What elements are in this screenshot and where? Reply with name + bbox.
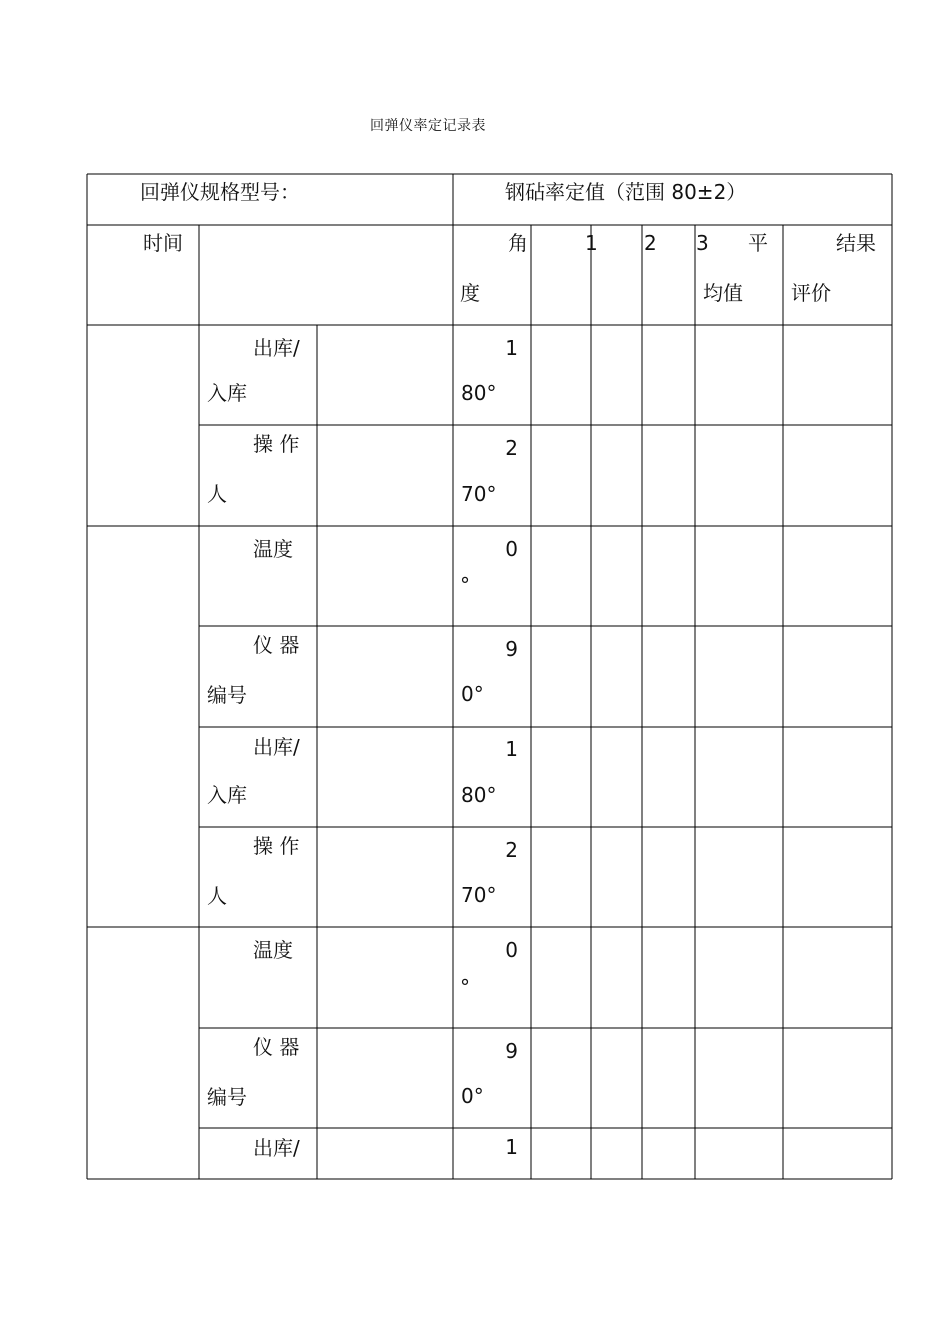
average-header-line2: 均值 bbox=[703, 281, 743, 305]
row-angle-line2: 80° bbox=[461, 783, 497, 807]
row-angle-line2: ° bbox=[460, 975, 470, 999]
instrument-model-label: 回弹仪规格型号： bbox=[140, 180, 300, 204]
row-angle-line2: 70° bbox=[461, 482, 497, 506]
reading-1-header: 1 bbox=[585, 231, 598, 255]
document-title: 回弹仪率定记录表 bbox=[370, 118, 486, 134]
reading-2-header: 2 bbox=[644, 231, 657, 255]
row-angle-line1: 2 bbox=[505, 436, 518, 460]
row-label-line1: 仪 器 bbox=[253, 1035, 300, 1059]
row-label-line2: 入库 bbox=[207, 783, 247, 807]
row-label-line1: 温度 bbox=[253, 537, 293, 561]
result-header-line2: 评价 bbox=[791, 281, 831, 305]
row-label-line1: 温度 bbox=[253, 938, 293, 962]
row-angle-line1: 1 bbox=[505, 336, 518, 360]
row-angle-line1: 0 bbox=[505, 537, 518, 561]
row-angle-line2: 70° bbox=[461, 883, 497, 907]
angle-header-line1: 角 bbox=[508, 231, 528, 255]
row-angle-line1: 9 bbox=[505, 1039, 518, 1063]
row-angle-line2: ° bbox=[460, 573, 470, 597]
row-label-line1: 出库/ bbox=[253, 735, 300, 759]
time-column-header: 时间 bbox=[143, 231, 183, 255]
row-label-line1: 操 作 bbox=[253, 834, 300, 858]
row-angle-line2: 80° bbox=[461, 381, 497, 405]
row-label-line1: 出库/ bbox=[253, 1136, 300, 1160]
row-angle-line1: 1 bbox=[505, 737, 518, 761]
row-label-line2: 编号 bbox=[207, 683, 247, 707]
row-angle-line1: 2 bbox=[505, 838, 518, 862]
row-label-line2: 人 bbox=[207, 884, 227, 908]
angle-header-line2: 度 bbox=[460, 281, 480, 305]
row-label-line2: 入库 bbox=[207, 381, 247, 405]
row-label-line2: 编号 bbox=[207, 1085, 247, 1109]
row-label-line2: 人 bbox=[207, 482, 227, 506]
row-angle-line1: 0 bbox=[505, 938, 518, 962]
row-angle-line2: 0° bbox=[461, 682, 484, 706]
row-label-line1: 出库/ bbox=[253, 336, 300, 360]
row-angle-line1: 1 bbox=[505, 1135, 518, 1159]
row-label-line1: 仪 器 bbox=[253, 633, 300, 657]
row-label-line1: 操 作 bbox=[253, 432, 300, 456]
anvil-calibration-label: 钢砧率定值（范围 80±2） bbox=[505, 180, 747, 204]
reading-3-header: 3 bbox=[696, 231, 709, 255]
result-header-line1: 结果 bbox=[836, 231, 876, 255]
row-angle-line1: 9 bbox=[505, 637, 518, 661]
average-header-line1: 平 bbox=[748, 231, 768, 255]
row-angle-line2: 0° bbox=[461, 1084, 484, 1108]
